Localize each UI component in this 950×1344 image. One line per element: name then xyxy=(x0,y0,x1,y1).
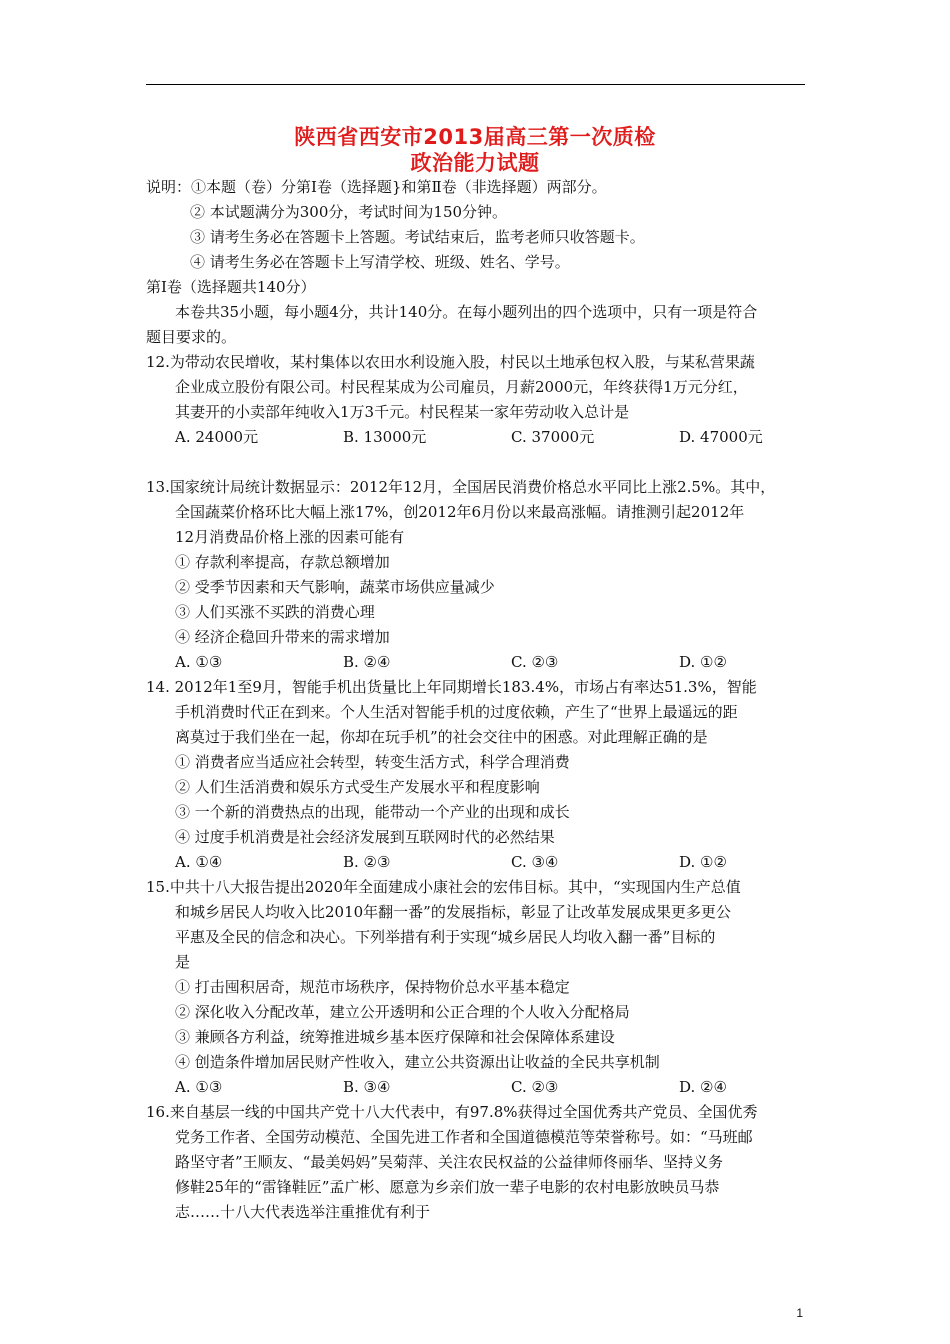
question-16-stem: 志……十八大代表选举注重推优有利于 xyxy=(175,1203,431,1221)
question-16-stem: 修鞋25年的“雷锋鞋匠”孟广彬、愿意为乡亲们放一辈子电影的农村电影放映员马恭 xyxy=(175,1178,720,1196)
question-13-stem: 13.国家统计局统计数据显示：2012年12月，全国居民消费价格总水平同比上涨2.5%。其中， xyxy=(146,478,776,496)
question-15-stem: 平惠及全民的信念和决心。下列举措有利于实现“城乡居民人均收入翻一番”目标的 xyxy=(175,928,716,946)
header-rule xyxy=(146,84,805,85)
option-a: A. ①④ xyxy=(175,853,223,871)
option-d: D. ①② xyxy=(679,853,727,871)
question-13-statement: ④ 经济企稳回升带来的需求增加 xyxy=(175,628,390,646)
question-15-stem: 和城乡居民人均收入比2010年翻一番”的发展指标，彰显了让改革发展成果更多更公 xyxy=(175,903,731,921)
question-14-statement: ② 人们生活消费和娱乐方式受生产发展水平和程度影响 xyxy=(175,778,540,796)
question-13-statement: ① 存款利率提高，存款总额增加 xyxy=(175,553,390,571)
question-14-statement: ④ 过度手机消费是社会经济发展到互联网时代的必然结果 xyxy=(175,828,555,846)
question-14-statement: ③ 一个新的消费热点的出现，能带动一个产业的出现和成长 xyxy=(175,803,570,821)
question-15-statement: ① 打击囤积居奇，规范市场秩序，保持物价总水平基本稳定 xyxy=(175,978,570,996)
question-16-stem: 党务工作者、全国劳动模范、全国先进工作者和全国道德模范等荣誉称号。如：“马班邮 xyxy=(175,1128,753,1146)
instruction-note: ④ 请考生务必在答题卡上写清学校、班级、姓名、学号。 xyxy=(190,253,570,271)
section-description: 本卷共35小题，每小题4分，共计140分。在每小题列出的四个选项中，只有一项是符合 xyxy=(175,303,758,321)
option-d: D. ②④ xyxy=(679,1078,727,1096)
question-13-stem: 全国蔬菜价格环比大幅上涨17%，创2012年6月份以来最高涨幅。请推测引起2012年 xyxy=(175,503,745,521)
instruction-note: ③ 请考生务必在答题卡上答题。考试结束后，监考老师只收答题卡。 xyxy=(190,228,645,246)
question-14-statement: ① 消费者应当适应社会转型，转变生活方式，科学合理消费 xyxy=(175,753,570,771)
question-16-stem: 16.来自基层一线的中国共产党十八大代表中，有97.8%获得过全国优秀共产党员、全国优秀 xyxy=(146,1103,758,1121)
instructions-intro: 说明：①本题（卷）分第Ⅰ卷（选择题}和第Ⅱ卷（非选择题）两部分。 xyxy=(146,178,607,196)
option-c: C. ②③ xyxy=(511,653,559,671)
option-c: C. 37000元 xyxy=(511,428,595,446)
exam-title: 陕西省西安市2013届高三第一次质检 xyxy=(294,125,656,149)
option-d: D. 47000元 xyxy=(679,428,763,446)
exam-subtitle: 政治能力试题 xyxy=(410,151,540,175)
option-c: C. ③④ xyxy=(511,853,559,871)
question-13-statement: ② 受季节因素和天气影响，蔬菜市场供应量减少 xyxy=(175,578,495,596)
option-a: A. ①③ xyxy=(175,653,223,671)
question-13-options xyxy=(175,650,815,675)
instruction-note: ② 本试题满分为300分，考试时间为150分钟。 xyxy=(190,203,508,221)
question-12-options xyxy=(175,425,815,450)
option-a: A. ①③ xyxy=(175,1078,223,1096)
question-12-stem: 其妻开的小卖部年纯收入1万3千元。村民程某一家年劳动收入总计是 xyxy=(175,403,630,421)
option-b: B. 13000元 xyxy=(343,428,427,446)
question-14-stem: 离莫过于我们坐在一起，你却在玩手机”的社会交往中的困惑。对此理解正确的是 xyxy=(175,728,708,746)
question-16-stem: 路坚守者”王顺友、“最美妈妈”吴菊萍、关注农民权益的公益律师佟丽华、坚持义务 xyxy=(175,1153,724,1171)
question-14-stem: 14. 2012年1至9月，智能手机出货量比上年同期增长183.4%，市场占有率达51.3%，智能 xyxy=(146,678,757,696)
question-13-statement: ③ 人们买涨不买跌的消费心理 xyxy=(175,603,375,621)
question-15-stem: 15.中共十八大报告提出2020年全面建成小康社会的宏伟目标。其中，“实现国内生产总值 xyxy=(146,878,741,896)
page-number: 1 xyxy=(796,1306,803,1320)
question-14-stem: 手机消费时代正在到来。个人生活对智能手机的过度依赖，产生了“世界上最遥远的距 xyxy=(175,703,738,721)
option-d: D. ①② xyxy=(679,653,727,671)
question-15-stem: 是 xyxy=(175,953,191,971)
option-b: B. ②④ xyxy=(343,653,391,671)
option-b: B. ②③ xyxy=(343,853,391,871)
section-description: 题目要求的。 xyxy=(146,328,237,346)
question-12-stem: 企业成立股份有限公司。村民程某成为公司雇员，月薪2000元，年终获得1万元分红， xyxy=(175,378,748,396)
option-a: A. 24000元 xyxy=(175,428,259,446)
section-heading: 第Ⅰ卷（选择题共140分） xyxy=(146,278,316,296)
question-12-stem: 12.为带动农民增收，某村集体以农田水利设施入股，村民以土地承包权入股，与某私营果蔬 xyxy=(146,353,755,371)
question-15-statement: ④ 创造条件增加居民财产性收入，建立公共资源出让收益的全民共享机制 xyxy=(175,1053,660,1071)
question-15-statement: ③ 兼顾各方利益，统筹推进城乡基本医疗保障和社会保障体系建设 xyxy=(175,1028,615,1046)
question-14-options xyxy=(175,850,815,875)
question-15-options xyxy=(175,1075,815,1100)
question-13-stem: 12月消费品价格上涨的因素可能有 xyxy=(175,528,405,546)
option-c: C. ②③ xyxy=(511,1078,559,1096)
option-b: B. ③④ xyxy=(343,1078,391,1096)
question-15-statement: ② 深化收入分配改革，建立公开透明和公正合理的个人收入分配格局 xyxy=(175,1003,630,1021)
